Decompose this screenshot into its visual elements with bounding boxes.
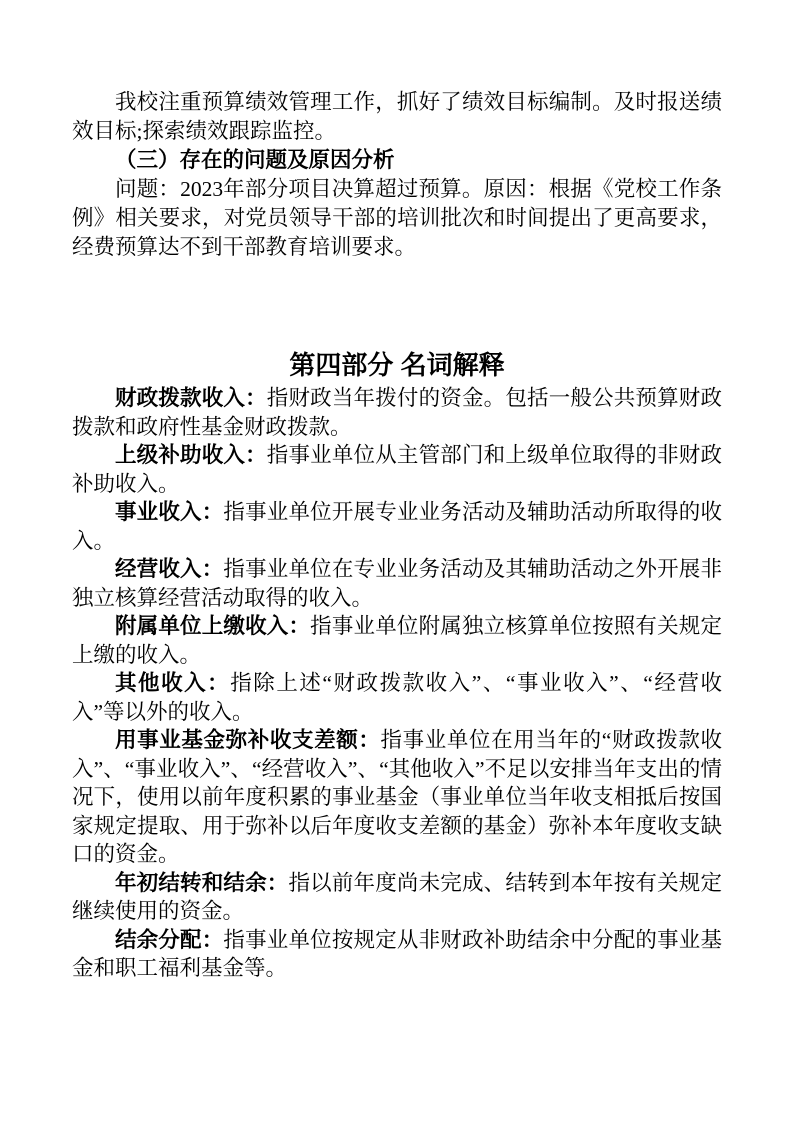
glossary-term-definition: 指事业单位按规定从非财政补助结余中分配的事业基金和职工福利基金等。: [72, 927, 722, 980]
glossary-term-label: 经营收入：: [115, 557, 224, 581]
glossary-term-row: [72, 441, 722, 498]
glossary-term-label: 用事业基金弥补收支差额：: [115, 728, 381, 752]
glossary-term-label: 年初结转和结余：: [115, 870, 289, 895]
glossary-term-definition: 指除上述“财政拨款收入”、“事业收入”、“经营收入”等以外的收入。: [72, 671, 722, 724]
glossary-term-definition: 指财政当年拨付的资金。包括一般公共预算财政拨款和政府性基金财政拨款。: [72, 386, 722, 439]
glossary-term-row: [72, 384, 722, 441]
glossary-term-label: 其他收入：: [115, 671, 231, 695]
glossary-term-definition: 指以前年度尚未完成、结转到本年按有关规定继续使用的资金。: [72, 870, 722, 923]
glossary-term-label: 事业收入：: [115, 500, 224, 524]
performance-paragraph: 我校注重预算绩效管理工作，抓好了绩效目标编制。及时报送绩效目标;探索绩效跟踪监控。: [72, 90, 722, 143]
glossary-term-row: [72, 926, 722, 983]
glossary-term-row: [72, 869, 722, 926]
glossary-term-definition: 指事业单位在用当年的“财政拨款收入”、“事业收入”、“经营收入”、“其他收入”不足以安排当年支出的情况下，使用以前年度积累的事业基金（事业单位当年收支相抵后按国家规定提取、用于弥补以后年度收支差额的基金）弥补本年度收支缺口的资金。: [72, 728, 722, 866]
glossary-term-definition: 指事业单位在专业业务活动及其辅助活动之外开展非独立核算经营活动取得的收入。: [72, 557, 722, 610]
glossary-term-label: 结余分配：: [115, 927, 224, 952]
glossary-term-definition: 指事业单位从主管部门和上级单位取得的非财政补助收入。: [72, 443, 722, 496]
issues-paragraph: 问题：2023年部分项目决算超过预算。原因：根据《党校工作条例》相关要求，对党员领导干部的培训批次和时间提出了更高要求，经费预算达不到干部教育培训要求。: [72, 177, 722, 259]
glossary-term-label: 上级补助收入：: [115, 443, 267, 467]
glossary-term-label: 附属单位上缴收入：: [115, 614, 311, 638]
part4-title: 第四部分 名词解释: [289, 350, 505, 380]
issues-heading: （三）存在的问题及原因分析: [115, 148, 395, 172]
glossary-term-row: [72, 612, 722, 669]
glossary-term-row: [72, 726, 722, 869]
glossary-term-row: [72, 669, 722, 726]
glossary-term-definition: 指事业单位开展专业业务活动及辅助活动所取得的收入。: [72, 500, 722, 553]
glossary-term-row: [72, 555, 722, 612]
glossary-section: [72, 384, 722, 983]
glossary-term-row: [72, 498, 722, 555]
glossary-term-definition: 指事业单位附属独立核算单位按照有关规定上缴的收入。: [72, 614, 722, 667]
glossary-term-label: 财政拨款收入：: [115, 386, 267, 410]
